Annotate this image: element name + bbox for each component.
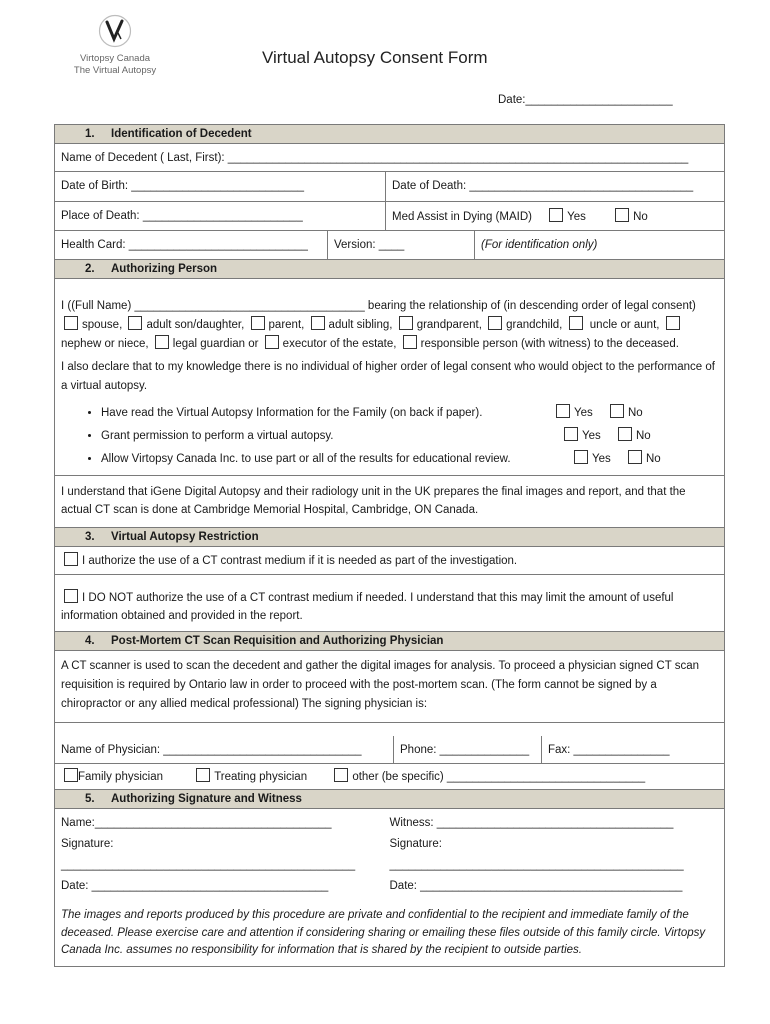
authorizer-signature-label: Signature: (61, 838, 114, 850)
list-item: • Grant permission to perform a virtual autopsy. Yes No (101, 425, 724, 448)
date-field[interactable]: Date:_______________________ (498, 94, 673, 106)
list-item: • Have read the Virtual Autopsy Information for the Family (on back if paper). Yes No (101, 402, 724, 425)
adult-son-daughter-checkbox[interactable] (128, 316, 142, 330)
maid-no-label: No (633, 211, 648, 223)
other-physician-checkbox[interactable] (334, 768, 348, 782)
grant-permission-yes-checkbox[interactable] (564, 427, 578, 441)
date-of-death-field[interactable]: Date of Death: ___________________________________ (385, 172, 724, 201)
contrast-deny-row: I DO NOT authorize the use of a CT contrast medium if needed. I understand that this may limit the amount of useful information obtained and provided in the report. (55, 575, 724, 631)
place-of-death-field[interactable]: Place of Death: _________________________ (61, 210, 303, 222)
maid-label: Med Assist in Dying (MAID) (392, 211, 532, 223)
list-item: • Allow Virtopsy Canada Inc. to use part or all of the results for educational review. Yes No (101, 448, 724, 471)
nephew-niece-checkbox[interactable] (666, 316, 680, 330)
section-4-header: 4. Post-Mortem CT Scan Requisition and Authorizing Physician (55, 632, 724, 651)
physician-type-row: Family physician Treating physician other (be specific) _______________________________ (55, 764, 724, 789)
educational-review-no-checkbox[interactable] (628, 450, 642, 464)
read-info-yes-checkbox[interactable] (556, 404, 570, 418)
section-2-header: 2. Authorizing Person (55, 260, 724, 279)
authorizer-signature-field[interactable]: ______________________________________________ (61, 859, 356, 871)
consent-bullets (55, 402, 724, 471)
family-physician-checkbox[interactable] (64, 768, 78, 782)
section-1-header: 1. Identification of Decedent (55, 125, 724, 144)
authorizing-person-block (55, 279, 724, 475)
read-info-no-checkbox[interactable] (610, 404, 624, 418)
witness-signature-block (390, 809, 725, 901)
logo-tagline: The Virtual Autopsy (73, 65, 157, 76)
authorizer-date-field[interactable]: Date: _____________________________________ (61, 880, 329, 892)
grant-permission-no-checkbox[interactable] (618, 427, 632, 441)
contrast-authorize-row: I authorize the use of a CT contrast medium if it is needed as part of the investigation. (55, 547, 724, 574)
section-3-header: 3. Virtual Autopsy Restriction (55, 528, 724, 547)
form-title: Virtual Autopsy Consent Form (262, 48, 488, 67)
maid-row (385, 202, 724, 230)
phone-field[interactable]: Phone: ______________ (393, 736, 541, 763)
decedent-name-field[interactable]: Name of Decedent ( Last, First): ________________________________________________________________________ (61, 152, 689, 164)
responsible-person-checkbox[interactable] (403, 335, 417, 349)
section-5-header: 5. Authorizing Signature and Witness (55, 790, 724, 809)
witness-date-field[interactable]: Date: _________________________________________ (389, 880, 683, 892)
requisition-paragraph: A CT scanner is used to scan the decedent and gather the digital images for analysis. To proceed a physician signed CT scan requisition is required by Ontario law in order to proceed with the post-mortem scan. (The form cannot be signed by a chiropractor or any allied medical professional) The signing physician is: (61, 660, 699, 710)
guardian-checkbox[interactable] (155, 335, 169, 349)
physician-name-field[interactable]: Name of Physician: _______________________________ (61, 744, 362, 756)
legal-guardian-checkbox[interactable] (569, 316, 583, 330)
consent-form (54, 124, 725, 967)
contrast-deny-checkbox[interactable] (64, 589, 78, 603)
igene-paragraph: I understand that iGene Digital Autopsy and their radiology unit in the UK prepares the final images and report, and that the actual CT scan is done at Cambridge Memorial Hospital, Cambridge, ON Canada. (61, 486, 686, 516)
contrast-authorize-checkbox[interactable] (64, 552, 78, 566)
other-physician-field[interactable]: other (be specific) _______________________________ (352, 771, 646, 783)
adult-sibling-checkbox[interactable] (311, 316, 325, 330)
virtopsy-logo-icon (98, 14, 132, 48)
educational-review-yes-checkbox[interactable] (574, 450, 588, 464)
identification-note: (For identification only) (474, 231, 724, 259)
full-name-field[interactable]: I ((Full Name) ____________________________________ bearing the relationship of (in descending order of legal consent) (61, 300, 696, 312)
witness-name-field[interactable]: Witness: _____________________________________ (389, 817, 674, 829)
maid-no-checkbox[interactable] (615, 208, 629, 222)
health-card-field[interactable]: Health Card: ____________________________ (61, 239, 308, 251)
date-of-birth-field[interactable]: Date of Birth: ___________________________ (61, 180, 304, 192)
spouse-checkbox[interactable] (64, 316, 78, 330)
no-objection-paragraph: I also declare that to my knowledge there is no individual of higher order of legal consent who would object to the performance of a virtual autopsy. (61, 361, 715, 392)
authorizer-signature-block (55, 809, 390, 901)
version-field[interactable]: Version: ____ (327, 231, 474, 259)
confidentiality-note: The images and reports produced by this procedure are private and confidential to the recipient and immediate family of the deceased. Please exercise care and attention if considering sharing or emailing these files outside of this family circle. Virtopsy Canada Inc. assumes no responsibility for information that is shared by the recipient to outside parties. (61, 909, 706, 956)
logo (60, 14, 170, 77)
maid-yes-checkbox[interactable] (549, 208, 563, 222)
treating-physician-checkbox[interactable] (196, 768, 210, 782)
authorizer-name-field[interactable]: Name:_____________________________________ (61, 817, 332, 829)
grandchild-checkbox[interactable] (488, 316, 502, 330)
witness-signature-field[interactable]: ______________________________________________ (389, 859, 684, 871)
fax-field[interactable]: Fax: _______________ (541, 736, 724, 763)
parent-checkbox[interactable] (251, 316, 265, 330)
logo-org: Virtopsy Canada (79, 53, 151, 64)
grandparent-checkbox[interactable] (399, 316, 413, 330)
witness-signature-label: Signature: (389, 838, 442, 850)
executor-checkbox[interactable] (265, 335, 279, 349)
maid-yes-label: Yes (567, 211, 586, 223)
relationship-paragraph: I ((Full Name) ____________________________________ bearing the relationship of (in descending order of legal consent) spouse, adult son/daughter, parent, adult sibling, grandparent, grandchild, uncle or aunt, nephew or niece, legal guardian or executor of the estate, responsible person (with witness) to the deceased. (61, 300, 696, 350)
